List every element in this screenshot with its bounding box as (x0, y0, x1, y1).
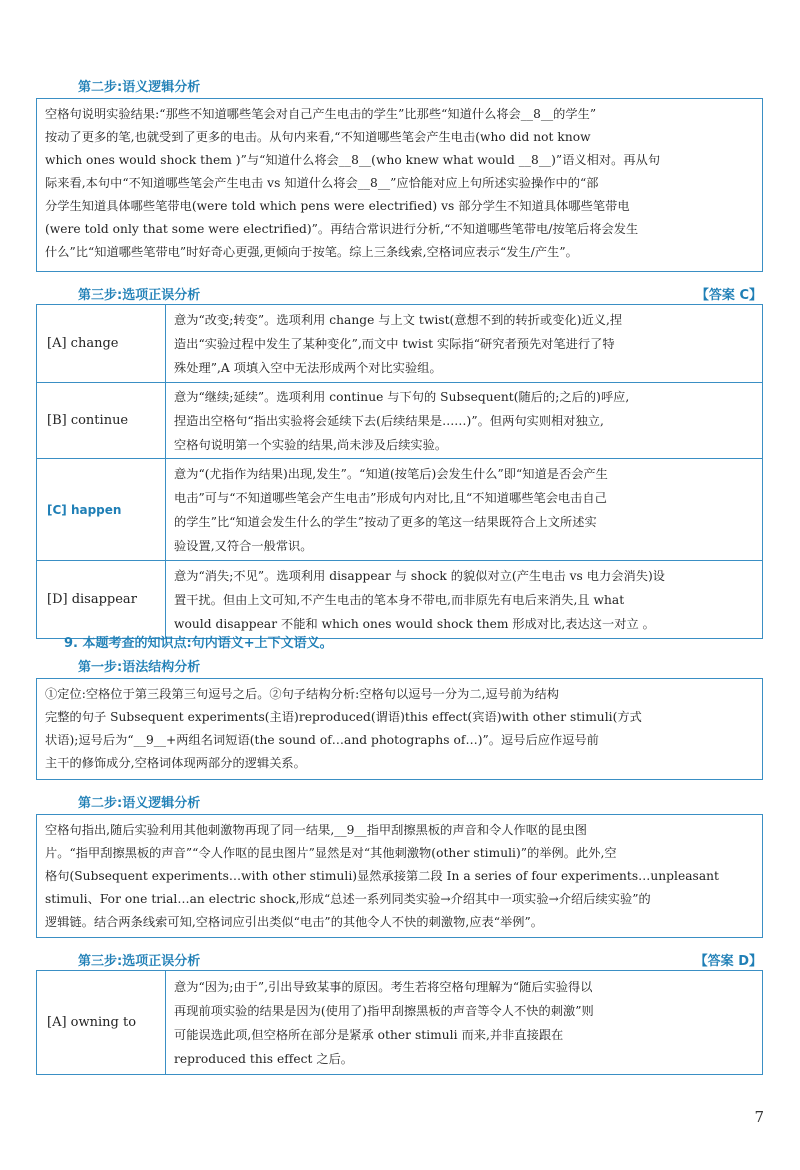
option-row (37, 561, 763, 639)
text-line: 置干扰。但由上文可知,不产生电击的笔本身不带电,而非原先有电后来消失,且 what (174, 592, 625, 607)
text-line: 意为“改变;转变”。选项利用 change 与上文 twist(意想不到的转折或变化)近义,捏 (174, 312, 623, 327)
text-line: 意为“消失;不见”。选项利用 disappear 与 shock 的貌似对立(产生电击 vs 电力会消失)设 (174, 568, 666, 583)
text-line: 意为“继续;延续”。选项利用 continue 与下句的 Subsequent(随后的;之后的)呼应, (174, 389, 630, 404)
q9-answer: 【答案 D】 (694, 954, 762, 969)
text-line: 完整的句子 Subsequent experiments(主语)reproduced(谓语)this effect(宾语)with other stimuli(方式 (45, 710, 642, 724)
text-line: 状语);逗号后为“__9__+两组名词短语(the sound of…and photographs of…)”。逗号后应作逗号前 (45, 733, 599, 747)
q9-step3-heading: 第三步:选项正误分析 (78, 954, 201, 969)
text-line: ①定位:空格位于第三段第三句逗号之后。②句子结构分析:空格句以逗号一分为二,逗号前为结构 (45, 687, 559, 701)
q9-step2-box (36, 814, 763, 938)
q8-step2-box (36, 98, 763, 272)
text-line: 什么”比“知道哪些笔带电”时好奇心更强,更倾向于按笔。综上三条线索,空格词应表示“发生/产生”。 (45, 245, 578, 259)
q9-step1-box (36, 678, 763, 780)
q9-step1-heading: 第一步:语法结构分析 (78, 660, 201, 675)
text-line: 格句(Subsequent experiments…with other stimuli)显然承接第二段 In a series of four experiments…unpleasant (45, 869, 720, 883)
q8-answer: 【答案 C】 (695, 288, 762, 303)
option-row (37, 971, 763, 1075)
option-label-correct: [C] happen (37, 459, 166, 561)
q8-step2-heading: 第二步:语义逻辑分析 (78, 80, 201, 95)
text-line: 空格句说明第一个实验的结果,尚未涉及后续实验。 (174, 437, 448, 452)
option-label: [D] disappear (37, 561, 166, 639)
option-label: [B] continue (37, 383, 166, 459)
text-line: 逻辑链。结合两条线索可知,空格词应引出类似“电击”的其他令人不快的刺激物,应表“举例”。 (45, 915, 543, 929)
text-line: 按动了更多的笔,也就受到了更多的电击。从句内来看,“不知道哪些笔会产生电击(who did not know (45, 130, 591, 144)
text-line: 际来看,本句中“不知道哪些笔会产生电击 vs 知道什么将会__8__”应恰能对应上句所述实验操作中的“部 (45, 176, 599, 190)
option-row (37, 383, 763, 459)
text-line: 分学生知道具体哪些笔带电(were told which pens were electrified) vs 部分学生不知道具体哪些笔带电 (45, 199, 630, 213)
text-line: reproduced this effect 之后。 (174, 1051, 354, 1066)
text-line: stimuli、For one trial…an electric shock,形成“总述一系列同类实验→介绍其中一项实验→介绍后续实验”的 (45, 892, 651, 906)
text-line: 主干的修饰成分,空格词体现两部分的逻辑关系。 (45, 756, 306, 770)
text-line: 再现前项实验的结果是因为(使用了)指甲刮擦黑板的声音等令人不快的刺激”则 (174, 1003, 594, 1018)
text-line: 殊处理”,A 项填入空中无法形成两个对比实验组。 (174, 360, 442, 375)
q9-title: 9. 本题考查的知识点:句内语义+上下文语义。 (64, 636, 333, 651)
text-line: 造出“实验过程中发生了某种变化”,而文中 twist 实际指“研究者预先对笔进行了特 (174, 336, 615, 351)
text-line: 意为“因为;由于”,引出导致某事的原因。考生若将空格句理解为“随后实验得以 (174, 979, 593, 994)
q9-step2-heading: 第二步:语义逻辑分析 (78, 796, 201, 811)
text-line: 可能误选此项,但空格所在部分是紧承 other stimuli 而来,并非直接跟在 (174, 1027, 564, 1042)
text-line: (were told only that some were electrified)”。再结合常识进行分析,“不知道哪些笔带电/按笔后将会发生 (45, 222, 639, 236)
option-label: [A] owning to (37, 971, 166, 1075)
text-line: 片。“指甲刮擦黑板的声音”“令人作呕的昆虫图片”显然是对“其他刺激物(other stimuli)”的举例。此外,空 (45, 846, 617, 860)
text-line: which ones would shock them )”与“知道什么将会__8__(who knew what would __8__)”语义相对。再从句 (45, 153, 661, 167)
page-number: 7 (754, 1108, 764, 1126)
text-line: 空格句说明实验结果:“那些不知道哪些笔会对自己产生电击的学生”比那些“知道什么将会__8__的学生” (45, 107, 597, 121)
option-row (37, 305, 763, 383)
text-line: would disappear 不能和 which ones would shock them 形成对比,表达这一对立 。 (174, 616, 655, 631)
option-label: [A] change (37, 305, 166, 383)
q9-options-table (36, 970, 763, 1075)
text-line: 意为“(尤指作为结果)出现,发生”。“知道(按笔后)会发生什么”即“知道是否会产生 (174, 466, 608, 481)
option-row (37, 459, 763, 561)
text-line: 的学生”比“知道会发生什么的学生”按动了更多的笔这一结果既符合上文所述实 (174, 514, 597, 529)
text-line: 空格句指出,随后实验利用其他刺激物再现了同一结果,__9__指甲刮擦黑板的声音和令人作呕的昆虫图 (45, 823, 587, 837)
text-line: 电击”可与“不知道哪些笔会产生电击”形成句内对比,且“不知道哪些笔会电击自己 (174, 490, 607, 505)
q8-options-table (36, 304, 763, 639)
q8-step3-heading: 第三步:选项正误分析 (78, 288, 201, 303)
text-line: 验设置,又符合一般常识。 (174, 538, 313, 553)
text-line: 捏造出空格句“指出实验将会延续下去(后续结果是……)”。但两句实则相对独立, (174, 413, 604, 428)
